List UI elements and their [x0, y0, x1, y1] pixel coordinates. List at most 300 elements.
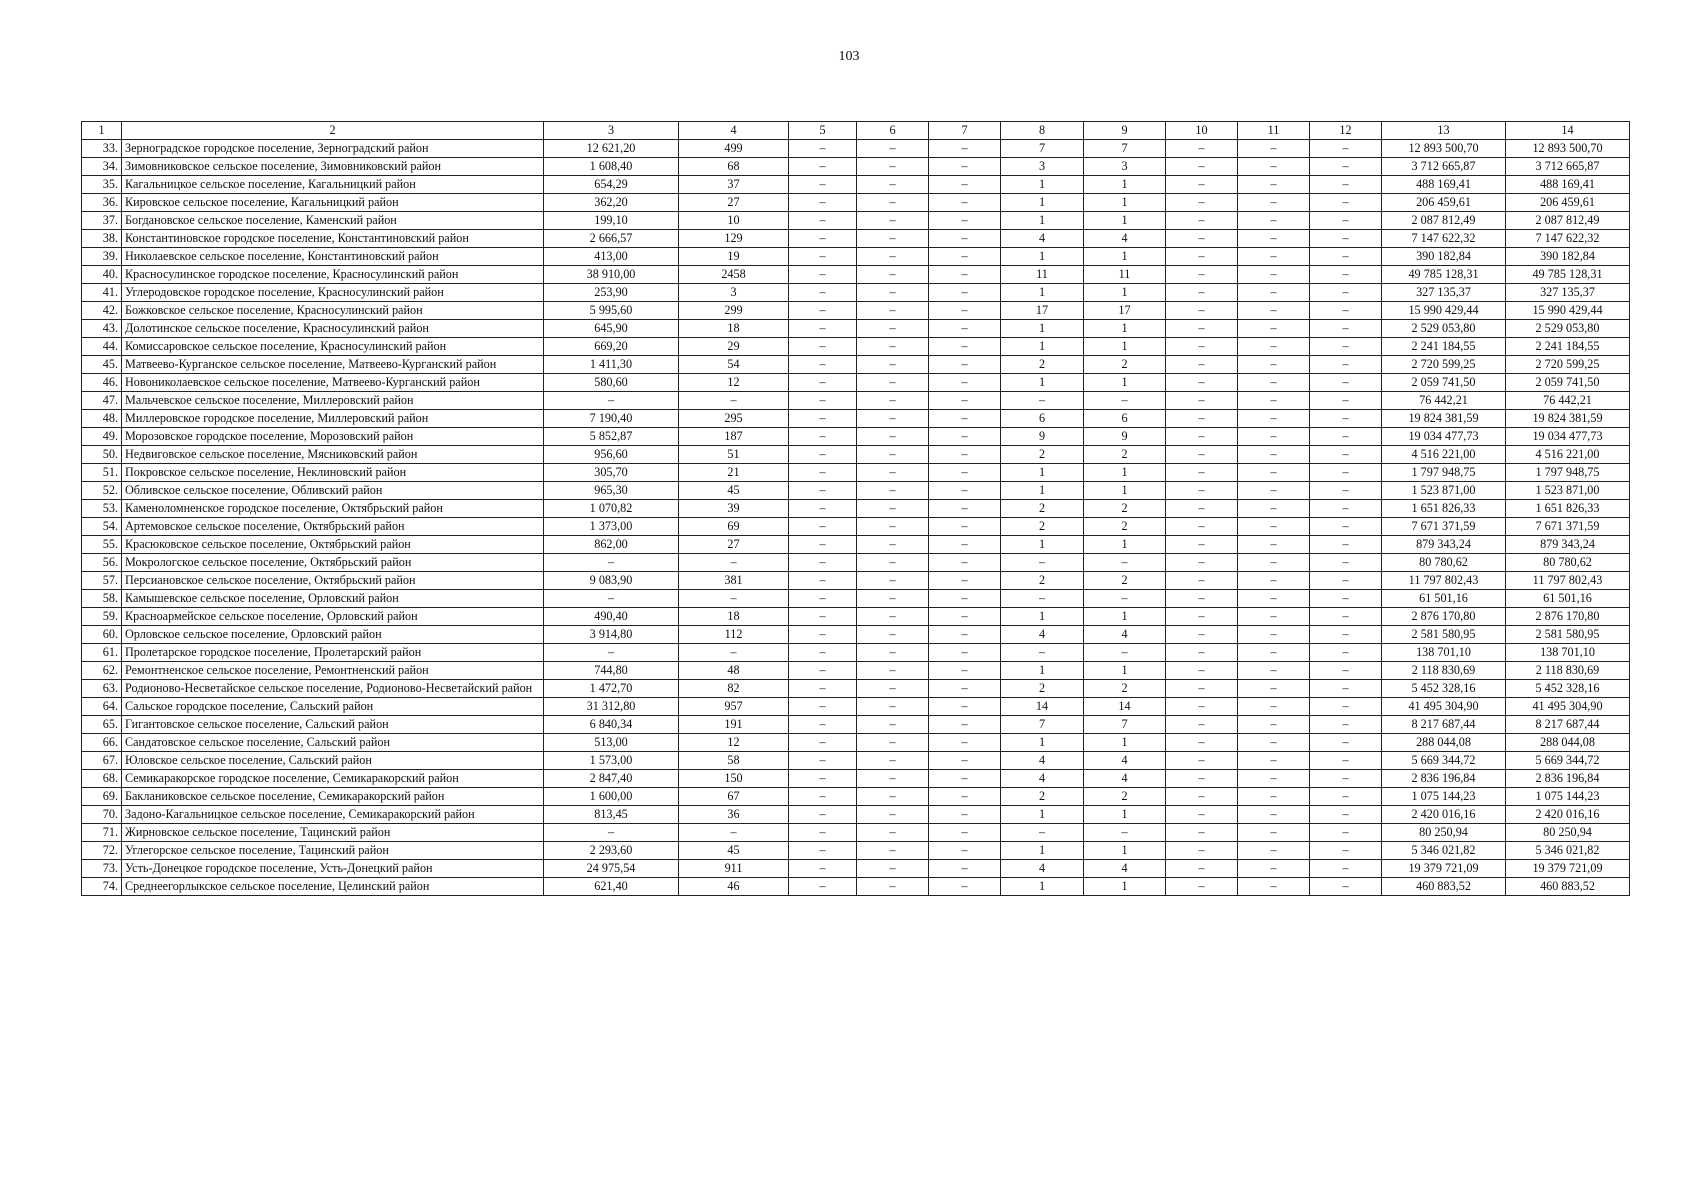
row-number-cell: 49. — [82, 428, 122, 446]
value-cell-col-3: 305,70 — [544, 464, 679, 482]
table-row — [82, 806, 1630, 824]
row-number-cell: 67. — [82, 752, 122, 770]
value-cell-col-5: – — [789, 392, 857, 410]
row-number-cell: 51. — [82, 464, 122, 482]
settlement-name-cell: Кагальницкое сельское поселение, Кагальницкий район — [122, 176, 544, 194]
value-cell-col-11: – — [1238, 716, 1310, 734]
row-number-cell: 38. — [82, 230, 122, 248]
value-cell-col-14: 19 034 477,73 — [1506, 428, 1630, 446]
row-number-cell: 70. — [82, 806, 122, 824]
value-cell-col-10: – — [1166, 806, 1238, 824]
value-cell-col-9: 1 — [1084, 464, 1166, 482]
value-cell-col-9: 2 — [1084, 680, 1166, 698]
value-cell-col-4: 39 — [679, 500, 789, 518]
column-header-10: 10 — [1166, 122, 1238, 140]
row-number-cell: 44. — [82, 338, 122, 356]
value-cell-col-8: 2 — [1001, 680, 1084, 698]
value-cell-col-10: – — [1166, 788, 1238, 806]
value-cell-col-7: – — [929, 410, 1001, 428]
value-cell-col-9: 2 — [1084, 788, 1166, 806]
table-row — [82, 392, 1630, 410]
value-cell-col-8: 2 — [1001, 446, 1084, 464]
value-cell-col-3: – — [544, 644, 679, 662]
value-cell-col-7: – — [929, 482, 1001, 500]
row-number-cell: 45. — [82, 356, 122, 374]
value-cell-col-9: 4 — [1084, 860, 1166, 878]
value-cell-col-7: – — [929, 680, 1001, 698]
value-cell-col-5: – — [789, 338, 857, 356]
value-cell-col-5: – — [789, 752, 857, 770]
table-row — [82, 446, 1630, 464]
value-cell-col-5: – — [789, 230, 857, 248]
value-cell-col-7: – — [929, 320, 1001, 338]
value-cell-col-10: – — [1166, 770, 1238, 788]
settlement-name-cell: Среднеегорлыкское сельское поселение, Целинский район — [122, 878, 544, 896]
value-cell-col-3: 645,90 — [544, 320, 679, 338]
table-row — [82, 878, 1630, 896]
settlement-name-cell: Орловское сельское поселение, Орловский район — [122, 626, 544, 644]
value-cell-col-13: 12 893 500,70 — [1382, 140, 1506, 158]
value-cell-col-3: 1 608,40 — [544, 158, 679, 176]
value-cell-col-13: 4 516 221,00 — [1382, 446, 1506, 464]
value-cell-col-12: – — [1310, 500, 1382, 518]
value-cell-col-10: – — [1166, 662, 1238, 680]
value-cell-col-9: 1 — [1084, 176, 1166, 194]
row-number-cell: 69. — [82, 788, 122, 806]
value-cell-col-11: – — [1238, 770, 1310, 788]
settlement-name-cell: Матвеево-Курганское сельское поселение, Матвеево-Курганский район — [122, 356, 544, 374]
value-cell-col-13: 80 250,94 — [1382, 824, 1506, 842]
value-cell-col-13: 3 712 665,87 — [1382, 158, 1506, 176]
value-cell-col-3: 669,20 — [544, 338, 679, 356]
row-number-cell: 60. — [82, 626, 122, 644]
value-cell-col-8: 3 — [1001, 158, 1084, 176]
value-cell-col-13: 1 797 948,75 — [1382, 464, 1506, 482]
value-cell-col-14: 1 523 871,00 — [1506, 482, 1630, 500]
value-cell-col-5: – — [789, 212, 857, 230]
value-cell-col-14: 76 442,21 — [1506, 392, 1630, 410]
value-cell-col-7: – — [929, 590, 1001, 608]
value-cell-col-10: – — [1166, 284, 1238, 302]
value-cell-col-13: 1 523 871,00 — [1382, 482, 1506, 500]
value-cell-col-3: 813,45 — [544, 806, 679, 824]
value-cell-col-8: 1 — [1001, 248, 1084, 266]
value-cell-col-10: – — [1166, 212, 1238, 230]
settlement-name-cell: Мокрологское сельское поселение, Октябрьский район — [122, 554, 544, 572]
value-cell-col-13: 138 701,10 — [1382, 644, 1506, 662]
column-header-5: 5 — [789, 122, 857, 140]
value-cell-col-6: – — [857, 824, 929, 842]
value-cell-col-11: – — [1238, 320, 1310, 338]
value-cell-col-6: – — [857, 410, 929, 428]
value-cell-col-10: – — [1166, 302, 1238, 320]
value-cell-col-12: – — [1310, 212, 1382, 230]
value-cell-col-9: – — [1084, 824, 1166, 842]
value-cell-col-7: – — [929, 212, 1001, 230]
value-cell-col-11: – — [1238, 212, 1310, 230]
value-cell-col-6: – — [857, 356, 929, 374]
table-row — [82, 662, 1630, 680]
value-cell-col-8: 4 — [1001, 230, 1084, 248]
value-cell-col-3: – — [544, 824, 679, 842]
value-cell-col-7: – — [929, 338, 1001, 356]
value-cell-col-6: – — [857, 176, 929, 194]
value-cell-col-11: – — [1238, 158, 1310, 176]
value-cell-col-12: – — [1310, 806, 1382, 824]
value-cell-col-4: 12 — [679, 734, 789, 752]
value-cell-col-4: – — [679, 392, 789, 410]
value-cell-col-3: 1 373,00 — [544, 518, 679, 536]
value-cell-col-3: 5 852,87 — [544, 428, 679, 446]
value-cell-col-6: – — [857, 716, 929, 734]
value-cell-col-9: 3 — [1084, 158, 1166, 176]
value-cell-col-4: 19 — [679, 248, 789, 266]
value-cell-col-14: 5 452 328,16 — [1506, 680, 1630, 698]
value-cell-col-8: 1 — [1001, 374, 1084, 392]
row-number-cell: 34. — [82, 158, 122, 176]
value-cell-col-8: 4 — [1001, 860, 1084, 878]
value-cell-col-8: 1 — [1001, 878, 1084, 896]
value-cell-col-5: – — [789, 518, 857, 536]
value-cell-col-14: 4 516 221,00 — [1506, 446, 1630, 464]
value-cell-col-14: 1 075 144,23 — [1506, 788, 1630, 806]
value-cell-col-4: 51 — [679, 446, 789, 464]
settlement-name-cell: Красноармейское сельское поселение, Орловский район — [122, 608, 544, 626]
value-cell-col-8: 1 — [1001, 212, 1084, 230]
settlement-name-cell: Усть-Донецкое городское поселение, Усть-Донецкий район — [122, 860, 544, 878]
value-cell-col-3: 12 621,20 — [544, 140, 679, 158]
table-row — [82, 482, 1630, 500]
value-cell-col-5: – — [789, 482, 857, 500]
value-cell-col-9: 1 — [1084, 284, 1166, 302]
value-cell-col-7: – — [929, 194, 1001, 212]
value-cell-col-7: – — [929, 554, 1001, 572]
settlement-name-cell: Пролетарское городское поселение, Пролетарский район — [122, 644, 544, 662]
value-cell-col-13: 390 182,84 — [1382, 248, 1506, 266]
value-cell-col-11: – — [1238, 374, 1310, 392]
value-cell-col-10: – — [1166, 374, 1238, 392]
value-cell-col-6: – — [857, 140, 929, 158]
value-cell-col-14: 19 824 381,59 — [1506, 410, 1630, 428]
value-cell-col-13: 1 075 144,23 — [1382, 788, 1506, 806]
value-cell-col-7: – — [929, 374, 1001, 392]
value-cell-col-14: 41 495 304,90 — [1506, 698, 1630, 716]
value-cell-col-6: – — [857, 158, 929, 176]
value-cell-col-8: 11 — [1001, 266, 1084, 284]
value-cell-col-12: – — [1310, 392, 1382, 410]
table-row — [82, 572, 1630, 590]
value-cell-col-8: 17 — [1001, 302, 1084, 320]
column-header-7: 7 — [929, 122, 1001, 140]
value-cell-col-8: 2 — [1001, 518, 1084, 536]
table-row — [82, 590, 1630, 608]
value-cell-col-11: – — [1238, 572, 1310, 590]
settlement-name-cell: Красюковское сельское поселение, Октябрьский район — [122, 536, 544, 554]
value-cell-col-14: 2 087 812,49 — [1506, 212, 1630, 230]
value-cell-col-12: – — [1310, 446, 1382, 464]
value-cell-col-5: – — [789, 302, 857, 320]
value-cell-col-6: – — [857, 788, 929, 806]
value-cell-col-12: – — [1310, 536, 1382, 554]
value-cell-col-9: 7 — [1084, 716, 1166, 734]
table-header — [82, 122, 1630, 140]
value-cell-col-10: – — [1166, 428, 1238, 446]
value-cell-col-13: 460 883,52 — [1382, 878, 1506, 896]
value-cell-col-3: 199,10 — [544, 212, 679, 230]
value-cell-col-6: – — [857, 860, 929, 878]
row-number-cell: 55. — [82, 536, 122, 554]
value-cell-col-5: – — [789, 248, 857, 266]
value-cell-col-11: – — [1238, 356, 1310, 374]
row-number-cell: 65. — [82, 716, 122, 734]
value-cell-col-3: 744,80 — [544, 662, 679, 680]
value-cell-col-5: – — [789, 374, 857, 392]
value-cell-col-10: – — [1166, 194, 1238, 212]
value-cell-col-4: 45 — [679, 482, 789, 500]
value-cell-col-4: 27 — [679, 194, 789, 212]
value-cell-col-10: – — [1166, 554, 1238, 572]
value-cell-col-6: – — [857, 194, 929, 212]
value-cell-col-4: 29 — [679, 338, 789, 356]
value-cell-col-11: – — [1238, 860, 1310, 878]
value-cell-col-12: – — [1310, 698, 1382, 716]
value-cell-col-8: – — [1001, 644, 1084, 662]
value-cell-col-3: – — [544, 590, 679, 608]
value-cell-col-11: – — [1238, 266, 1310, 284]
value-cell-col-9: 1 — [1084, 212, 1166, 230]
value-cell-col-11: – — [1238, 500, 1310, 518]
value-cell-col-12: – — [1310, 716, 1382, 734]
value-cell-col-8: 1 — [1001, 842, 1084, 860]
value-cell-col-7: – — [929, 770, 1001, 788]
value-cell-col-10: – — [1166, 482, 1238, 500]
settlement-name-cell: Камышевское сельское поселение, Орловский район — [122, 590, 544, 608]
value-cell-col-6: – — [857, 698, 929, 716]
table-row — [82, 212, 1630, 230]
value-cell-col-7: – — [929, 626, 1001, 644]
value-cell-col-13: 49 785 128,31 — [1382, 266, 1506, 284]
value-cell-col-7: – — [929, 878, 1001, 896]
value-cell-col-14: 61 501,16 — [1506, 590, 1630, 608]
row-number-cell: 52. — [82, 482, 122, 500]
settlement-name-cell: Покровское сельское поселение, Неклиновский район — [122, 464, 544, 482]
value-cell-col-10: – — [1166, 518, 1238, 536]
value-cell-col-7: – — [929, 644, 1001, 662]
column-header-13: 13 — [1382, 122, 1506, 140]
value-cell-col-14: 138 701,10 — [1506, 644, 1630, 662]
value-cell-col-12: – — [1310, 662, 1382, 680]
value-cell-col-11: – — [1238, 464, 1310, 482]
value-cell-col-4: 295 — [679, 410, 789, 428]
value-cell-col-13: 19 379 721,09 — [1382, 860, 1506, 878]
value-cell-col-4: 58 — [679, 752, 789, 770]
value-cell-col-3: 654,29 — [544, 176, 679, 194]
value-cell-col-11: – — [1238, 644, 1310, 662]
value-cell-col-8: 6 — [1001, 410, 1084, 428]
table-row — [82, 464, 1630, 482]
table-row — [82, 248, 1630, 266]
value-cell-col-3: 1 573,00 — [544, 752, 679, 770]
value-cell-col-14: 1 797 948,75 — [1506, 464, 1630, 482]
value-cell-col-3: 2 847,40 — [544, 770, 679, 788]
value-cell-col-12: – — [1310, 824, 1382, 842]
value-cell-col-3: 1 411,30 — [544, 356, 679, 374]
value-cell-col-14: 2 059 741,50 — [1506, 374, 1630, 392]
value-cell-col-9: 1 — [1084, 248, 1166, 266]
value-cell-col-4: 129 — [679, 230, 789, 248]
value-cell-col-14: 15 990 429,44 — [1506, 302, 1630, 320]
row-number-cell: 39. — [82, 248, 122, 266]
value-cell-col-10: – — [1166, 734, 1238, 752]
table-row — [82, 824, 1630, 842]
value-cell-col-11: – — [1238, 248, 1310, 266]
settlement-name-cell: Ремонтненское сельское поселение, Ремонтненский район — [122, 662, 544, 680]
value-cell-col-7: – — [929, 464, 1001, 482]
settlement-name-cell: Гигантовское сельское поселение, Сальский район — [122, 716, 544, 734]
value-cell-col-7: – — [929, 788, 1001, 806]
value-cell-col-8: 1 — [1001, 608, 1084, 626]
value-cell-col-4: 12 — [679, 374, 789, 392]
value-cell-col-14: 2 836 196,84 — [1506, 770, 1630, 788]
settlement-name-cell: Красносулинское городское поселение, Красносулинский район — [122, 266, 544, 284]
value-cell-col-10: – — [1166, 626, 1238, 644]
value-cell-col-11: – — [1238, 230, 1310, 248]
value-cell-col-9: – — [1084, 644, 1166, 662]
value-cell-col-7: – — [929, 662, 1001, 680]
value-cell-col-13: 19 824 381,59 — [1382, 410, 1506, 428]
value-cell-col-9: 1 — [1084, 320, 1166, 338]
settlement-name-cell: Константиновское городское поселение, Константиновский район — [122, 230, 544, 248]
table-row — [82, 194, 1630, 212]
row-number-cell: 43. — [82, 320, 122, 338]
value-cell-col-6: – — [857, 734, 929, 752]
value-cell-col-9: 1 — [1084, 806, 1166, 824]
value-cell-col-14: 460 883,52 — [1506, 878, 1630, 896]
value-cell-col-3: 38 910,00 — [544, 266, 679, 284]
row-number-cell: 36. — [82, 194, 122, 212]
row-number-cell: 42. — [82, 302, 122, 320]
value-cell-col-6: – — [857, 446, 929, 464]
value-cell-col-5: – — [789, 464, 857, 482]
table-body — [82, 140, 1630, 896]
settlement-name-cell: Зимовниковское сельское поселение, Зимовниковский район — [122, 158, 544, 176]
value-cell-col-14: 327 135,37 — [1506, 284, 1630, 302]
value-cell-col-11: – — [1238, 446, 1310, 464]
value-cell-col-11: – — [1238, 482, 1310, 500]
value-cell-col-4: 187 — [679, 428, 789, 446]
table-row — [82, 536, 1630, 554]
value-cell-col-10: – — [1166, 680, 1238, 698]
column-header-14: 14 — [1506, 122, 1630, 140]
value-cell-col-3: 3 914,80 — [544, 626, 679, 644]
value-cell-col-12: – — [1310, 572, 1382, 590]
value-cell-col-5: – — [789, 284, 857, 302]
table-row — [82, 140, 1630, 158]
value-cell-col-10: – — [1166, 644, 1238, 662]
value-cell-col-8: 1 — [1001, 536, 1084, 554]
value-cell-col-6: – — [857, 338, 929, 356]
table-row — [82, 266, 1630, 284]
value-cell-col-13: 8 217 687,44 — [1382, 716, 1506, 734]
value-cell-col-8: 14 — [1001, 698, 1084, 716]
value-cell-col-3: 580,60 — [544, 374, 679, 392]
value-cell-col-4: 10 — [679, 212, 789, 230]
settlement-name-cell: Кировское сельское поселение, Кагальницкий район — [122, 194, 544, 212]
settlement-name-cell: Божковское сельское поселение, Красносулинский район — [122, 302, 544, 320]
value-cell-col-11: – — [1238, 284, 1310, 302]
value-cell-col-11: – — [1238, 140, 1310, 158]
value-cell-col-14: 2 420 016,16 — [1506, 806, 1630, 824]
value-cell-col-3: 2 293,60 — [544, 842, 679, 860]
value-cell-col-4: – — [679, 590, 789, 608]
row-number-cell: 56. — [82, 554, 122, 572]
row-number-cell: 50. — [82, 446, 122, 464]
settlement-name-cell: Недвиговское сельское поселение, Мясниковский район — [122, 446, 544, 464]
value-cell-col-8: 4 — [1001, 626, 1084, 644]
value-cell-col-12: – — [1310, 590, 1382, 608]
value-cell-col-4: 69 — [679, 518, 789, 536]
table-row — [82, 500, 1630, 518]
table-row — [82, 752, 1630, 770]
value-cell-col-7: – — [929, 248, 1001, 266]
value-cell-col-7: – — [929, 140, 1001, 158]
table-row — [82, 734, 1630, 752]
value-cell-col-9: 11 — [1084, 266, 1166, 284]
value-cell-col-4: 499 — [679, 140, 789, 158]
value-cell-col-12: – — [1310, 302, 1382, 320]
value-cell-col-3: 253,90 — [544, 284, 679, 302]
value-cell-col-4: 381 — [679, 572, 789, 590]
value-cell-col-12: – — [1310, 194, 1382, 212]
value-cell-col-10: – — [1166, 176, 1238, 194]
value-cell-col-8: 1 — [1001, 176, 1084, 194]
settlement-name-cell: Мальчевское сельское поселение, Миллеровский район — [122, 392, 544, 410]
value-cell-col-9: 1 — [1084, 842, 1166, 860]
value-cell-col-11: – — [1238, 428, 1310, 446]
value-cell-col-13: 5 669 344,72 — [1382, 752, 1506, 770]
value-cell-col-14: 2 720 599,25 — [1506, 356, 1630, 374]
value-cell-col-8: 1 — [1001, 194, 1084, 212]
value-cell-col-9: 1 — [1084, 536, 1166, 554]
value-cell-col-4: 36 — [679, 806, 789, 824]
value-cell-col-10: – — [1166, 698, 1238, 716]
row-number-cell: 74. — [82, 878, 122, 896]
column-header-12: 12 — [1310, 122, 1382, 140]
value-cell-col-14: 2 529 053,80 — [1506, 320, 1630, 338]
value-cell-col-5: – — [789, 356, 857, 374]
table-row — [82, 374, 1630, 392]
value-cell-col-13: 41 495 304,90 — [1382, 698, 1506, 716]
value-cell-col-12: – — [1310, 860, 1382, 878]
value-cell-col-8: – — [1001, 590, 1084, 608]
value-cell-col-6: – — [857, 662, 929, 680]
value-cell-col-6: – — [857, 212, 929, 230]
value-cell-col-3: 24 975,54 — [544, 860, 679, 878]
row-number-cell: 58. — [82, 590, 122, 608]
value-cell-col-11: – — [1238, 176, 1310, 194]
row-number-cell: 41. — [82, 284, 122, 302]
value-cell-col-6: – — [857, 500, 929, 518]
value-cell-col-4: 150 — [679, 770, 789, 788]
row-number-cell: 73. — [82, 860, 122, 878]
table-row — [82, 356, 1630, 374]
value-cell-col-7: – — [929, 536, 1001, 554]
value-cell-col-13: 288 044,08 — [1382, 734, 1506, 752]
value-cell-col-13: 2 529 053,80 — [1382, 320, 1506, 338]
value-cell-col-5: – — [789, 860, 857, 878]
value-cell-col-11: – — [1238, 626, 1310, 644]
value-cell-col-5: – — [789, 716, 857, 734]
